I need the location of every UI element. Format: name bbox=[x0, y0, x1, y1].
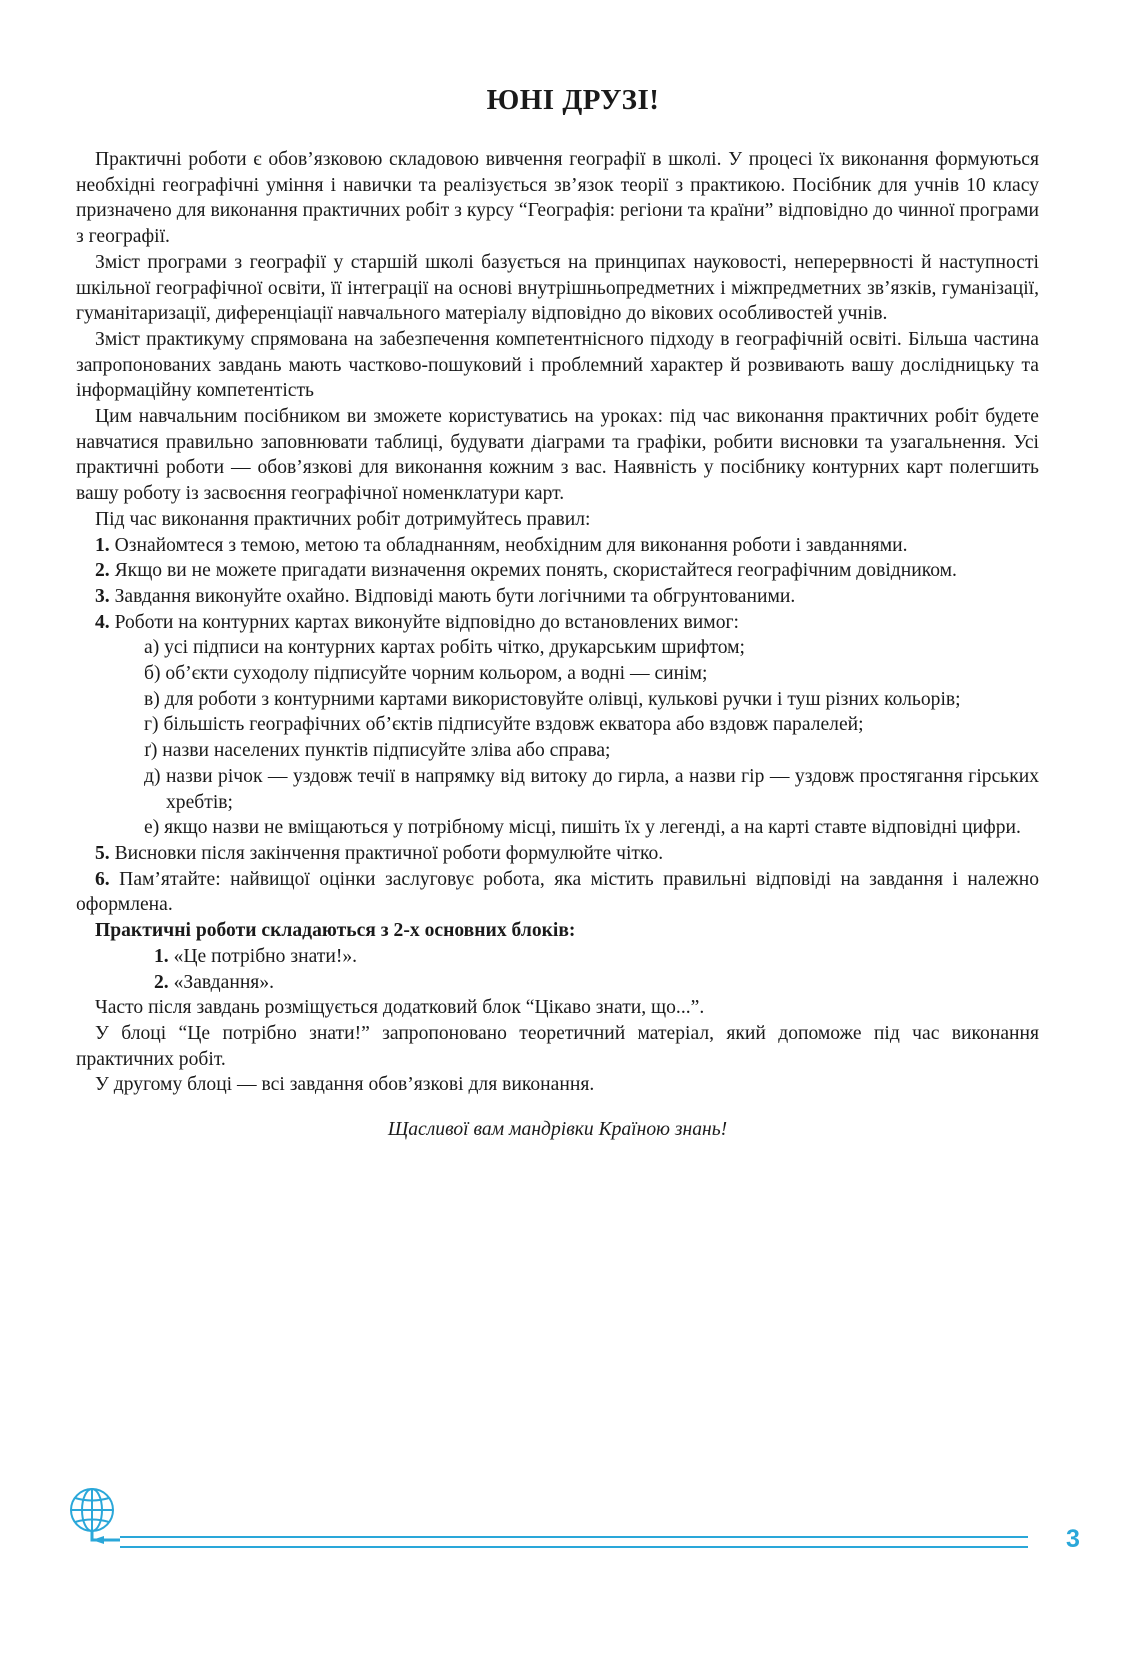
main-text bbox=[76, 147, 1039, 1143]
closing-line: Щасливої вам мандрівки Країною знань! bbox=[387, 1119, 728, 1141]
rule-text: Якщо ви не можете пригадати визначення окремих понять, скористайтеся географічним довідником. bbox=[109, 560, 957, 582]
paragraph: У блоці “Це потрібно знати!” запропоновано теоретичний матеріал, який допоможе під час виконання практичних робіт. bbox=[76, 1022, 1039, 1070]
rule-number: 6. bbox=[95, 868, 110, 890]
subrule-item: а) усі підписи на контурних картах робіть чітко, друкарським шрифтом; bbox=[144, 637, 745, 659]
paragraph: Зміст програми з географії у старшій школі базується на принципах науковості, неперервності й наступності шкільної географічної освіти, її інтеграції на основі внутрішньопредметних і міжпредметних зв’язків, гуманізації, гуманітаризації, диференціації навчального матеріалу відповідно до вікових особливостей учнів. bbox=[76, 251, 1039, 325]
paragraph: Зміст практикуму спрямована на забезпечення компетентнісного підходу в географічній освіті. Більша частина запропонованих завдань мають частково-пошуковий і проблемний характер й розвивають вашу дослідницьку та інформаційну компетентість bbox=[76, 328, 1039, 402]
rule-number: 1. bbox=[95, 534, 110, 556]
rule-item bbox=[76, 533, 1039, 559]
subrule-item: г) більшість географічних об’єктів підписуйте вздовж екватора або вздовж паралелей; bbox=[144, 714, 864, 736]
rule-item bbox=[76, 841, 1039, 867]
paragraph: У другому блоці — всі завдання обов’язкові для виконання. bbox=[95, 1074, 595, 1096]
block-item bbox=[76, 944, 1039, 970]
footer-rule bbox=[120, 1536, 1028, 1548]
rule-number: 5. bbox=[95, 842, 110, 864]
subrule-item: б) об’єкти суходолу підписуйте чорним кольором, а водні — синім; bbox=[144, 663, 708, 685]
block-text: «Завдання». bbox=[168, 971, 275, 993]
rule-number: 3. bbox=[95, 585, 110, 607]
subrule-item: д) назви річок — уздовж течії в напрямку від витоку до гирла, а назви гір — уздовж простягання гірських хребтів; bbox=[144, 765, 1039, 813]
rule-item bbox=[76, 558, 1039, 584]
paragraph: Цим навчальним посібником ви зможете користуватись на уроках: під час виконання практичних робіт будете навчатися правильно заповнювати таблиці, будувати діаграми та графіки, робити висновки та узагальнення. Усі практичні роботи — обов’язкові для виконання кожним з вас. Наявність у посібнику контурних карт полегшить вашу роботу із засвоєння географічної номенклатури карт. bbox=[76, 406, 1039, 505]
subrule-item: е) якщо назви не вміщаються у потрібному місці, пишіть їх у легенді, а на карті ставте відповідні цифри. bbox=[144, 817, 1021, 839]
rule-item bbox=[76, 610, 1039, 636]
rule-number: 4. bbox=[95, 611, 110, 633]
block-number: 2. bbox=[154, 971, 169, 993]
rule-number: 2. bbox=[95, 560, 110, 582]
rule-item bbox=[76, 867, 1039, 918]
page-number: 3 bbox=[1066, 1525, 1080, 1553]
block-item bbox=[76, 970, 1039, 996]
block-text: «Це потрібно знати!». bbox=[168, 945, 358, 967]
rule-text: Ознайомтеся з темою, метою та обладнанням, необхідним для виконання роботи і завданнями. bbox=[109, 534, 908, 556]
block-number: 1. bbox=[154, 945, 169, 967]
page-title: ЮНІ ДРУЗІ! bbox=[486, 84, 660, 116]
paragraph: Часто після завдань розміщується додатковий блок “Цікаво знати, що...”. bbox=[95, 997, 705, 1019]
subrule-item: ґ) назви населених пунктів підписуйте зліва або справа; bbox=[144, 740, 611, 762]
rule-text: Пам’ятайте: найвищої оцінки заслуговує робота, яка містить правильні відповіді на завдання і належно оформлена. bbox=[76, 868, 1039, 916]
rule-text: Висновки після закінчення практичної роботи формулюйте чітко. bbox=[109, 842, 664, 864]
rule-item bbox=[76, 584, 1039, 610]
paragraph: Практичні роботи є обов’язковою складовою вивчення географії в школі. У процесі їх виконання формуються необхідні географічні уміння і навички та реалізується зв’язок теорії з практикою. Посібник для учнів 10 класу призначено для виконання практичних робіт з курсу “Географія: регіони та країни” відповідно до чинної програми з географії. bbox=[76, 149, 1039, 248]
rule-text: Роботи на контурних картах виконуйте відповідно до встановлених вимог: bbox=[109, 611, 739, 633]
rule-text: Завдання виконуйте охайно. Відповіді мають бути логічними та обгрунтованими. bbox=[109, 585, 796, 607]
subrule-item: в) для роботи з контурними картами використовуйте олівці, кулькові ручки і туш різних кольорів; bbox=[144, 688, 961, 710]
blocks-heading: Практичні роботи складаються з 2-х основних блоків: bbox=[95, 920, 576, 942]
paragraph: Під час виконання практичних робіт дотримуйтесь правил: bbox=[95, 508, 591, 530]
